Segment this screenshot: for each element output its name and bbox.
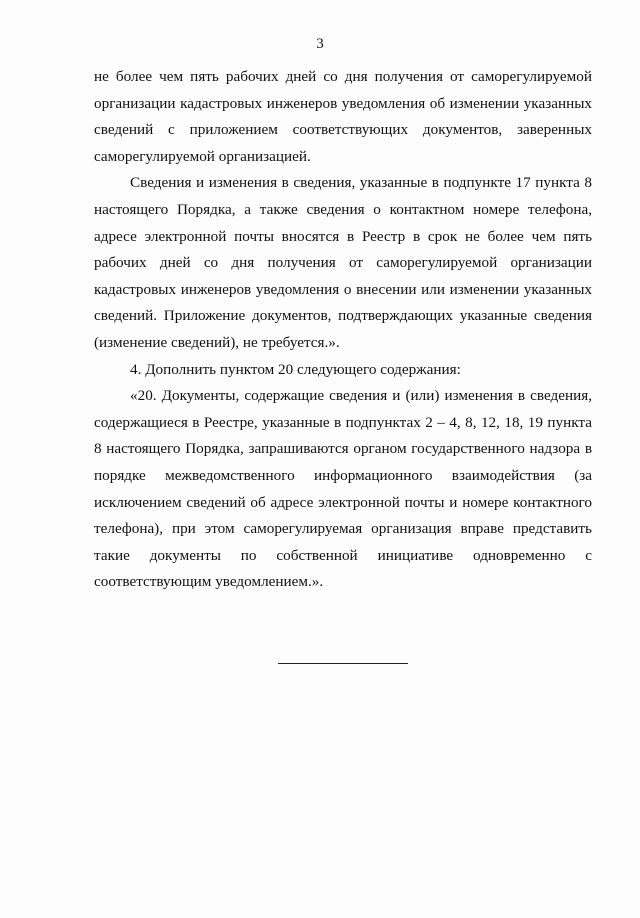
paragraph-continuation: не более чем пять рабочих дней со дня получения от саморегулируемой организации кадастровых инженеров уведомления об изменении указанных сведений с приложением соответствующих документов, заверенных саморегулируемой организацией.	[94, 68, 592, 165]
document-body	[94, 64, 592, 596]
page-number: 3	[316, 36, 324, 52]
paragraph-clause-20: «20. Документы, содержащие сведения и (или) изменения в сведения, содержащиеся в Реестре, указанные в подпунктах 2 – 4, 8, 12, 18, 19 пункта 8 настоящего Порядка, запрашиваются органом государственного надзора в порядке межведомственного информационного взаимодействия (за исключением сведений об адресе электронной почты и номере контактного телефона), при этом саморегулируемая организация вправе представить такие документы по собственной инициативе одновременно с соответствующим уведомлением.».	[94, 387, 592, 591]
end-separator-line	[278, 663, 408, 664]
paragraph-registry-entry: Сведения и изменения в сведения, указанные в подпункте 17 пункта 8 настоящего Порядка, а также сведения о контактном номере телефона, адресе электронной почты вносятся в Реестр в срок не более чем пять рабочих дней со дня получения от саморегулируемой организации кадастровых инженеров уведомления о внесении или изменении указанных сведений. Приложение документов, подтверждающих указанные сведения (изменение сведений), не требуется.».	[94, 174, 592, 351]
paragraph-item-4: 4. Дополнить пунктом 20 следующего содержания:	[130, 360, 461, 378]
